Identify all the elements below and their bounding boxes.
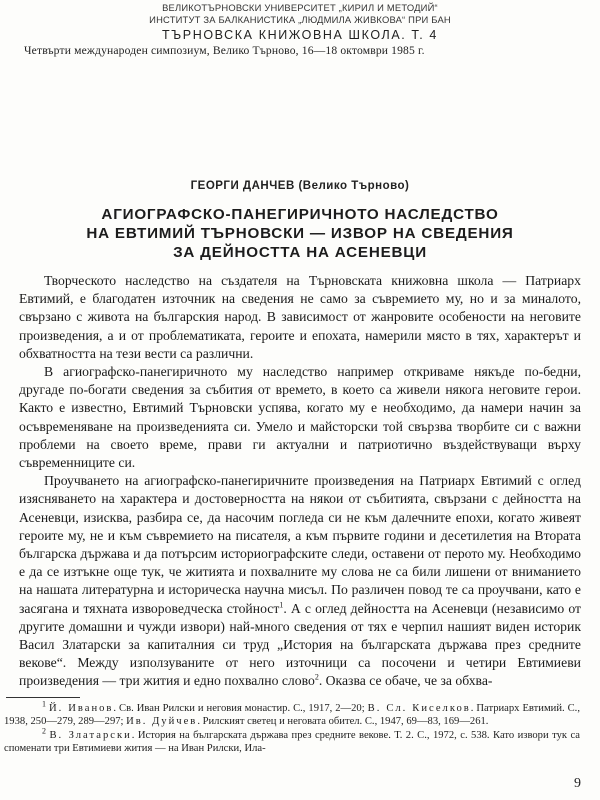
paragraph	[19, 472, 581, 690]
title-line: НА ЕВТИМИЙ ТЪРНОВСКИ — ИЗВОР НА СВЕДЕНИЯ	[86, 225, 514, 242]
header-institute: ИНСТИТУТ ЗА БАЛКАНИСТИКА „ЛЮДМИЛА ЖИВКОВА“ ПРИ БАН	[149, 14, 451, 25]
paragraph-text: . Оказва се обаче, че за обхва-	[318, 673, 493, 689]
paragraph-text: . А с оглед дейността на Асеневци (независимо от другите домашни и чужди извори) най-много сведения от тях е черпил нашият виден историк Васил Златарски за капиталния си труд „История на българската държава през средните векове“. Между използуваните от него източници са посочени и четири Евтимиеви произведения — три жития и едно похвално слово	[19, 600, 581, 689]
cited-author: Ив. Дуйчев	[126, 716, 198, 728]
footnotes	[4, 699, 580, 755]
footnote	[4, 726, 580, 756]
header-series-title: ТЪРНОВСКА КНИЖОВНА ШКОЛА. Т. 4	[162, 28, 438, 42]
title-line: АГИОГРАФСКО-ПАНЕГИРИЧНОТО НАСЛЕДСТВО	[101, 206, 499, 223]
footnote-text: . Св. Иван Рилски и неговия монастир. С., 1917, 2—20;	[113, 703, 368, 714]
footnote-number: 2	[42, 726, 46, 736]
paragraph: В агиографско-панегиричното му наследство например откриваме някъде по-бедни, другаде по-богати сведения за събития от времето, в което са живели някога неговите герои. Както е известно, Евтимий Търновски успява, когато му е необходимо, да намери начин за осъвременяване на произведенията си. Умело и майсторски той свързва творбите си с важни проблеми на своето време, прави ги актуални и патриотично въздействуващи върху съвременниците си.	[19, 364, 581, 471]
page-number: 9	[574, 776, 581, 791]
footnote-divider	[6, 697, 80, 698]
title-line: ЗА ДЕЙНОСТТА НА АСЕНЕВЦИ	[173, 244, 427, 261]
article-author: ГЕОРГИ ДАНЧЕВ (Велико Търново)	[190, 180, 410, 192]
article-title	[0, 205, 600, 262]
cited-author: В. Сл. Киселков	[367, 703, 471, 714]
footnote-ref[interactable]: 2	[314, 672, 319, 682]
paragraph-text: Проучването на агиографско-панегиричните произведения на Патриарх Евтимий с оглед изясняването на характера и достоверността на някои от събитията, свързани с дейността на Асеневци, изисква, разбира се, да насочим погледа си не към далечните епохи, когато живеят героите му, не и към съвремието на писателя, а към първите години и десетилетия на Втората българска държава и да потърсим историографските следи, оставени от перото му. Необходимо е да се изтъкне още тук, че житията и похвалните му слова не са били лишени от вниманието на нашата литературна и историческа научна мисъл. По различен повод те са проучвани, като е засягана и тяхната изворoведческа стойност	[19, 473, 581, 616]
footnote-text: . Рилският светец и неговата обител. С., 1947, 69—83, 169—261.	[197, 716, 489, 728]
header-university: ВЕЛИКОТЪРНОВСКИ УНИВЕРСИТЕТ „КИРИЛ И МЕТОДИЙ“	[162, 2, 438, 13]
footnote	[4, 699, 580, 729]
cited-author: В. Златарски	[49, 729, 132, 741]
footnote-number: 1	[42, 699, 46, 709]
footnote-text: . Патриарх Евтимий. С., 1938, 250—279, 289—297;	[4, 703, 580, 728]
footnote-text: . История на българската държава през средните векове. Т. 2. С., 1972, с. 538. Като извори тук са споменати три Евтимиеви жития — на Иван Рилски, Ила-	[4, 729, 580, 754]
header-symposium: Четвърти международен симпозиум, Велико Търново, 16—18 октомври 1985 г.	[24, 44, 425, 57]
running-header	[0, 2, 600, 58]
paragraph: Творческото наследство на създателя на Търновската книжовна школа — Патриарх Евтимий, е благодатен източник на сведения не само за съвремието му, но и за миналото, свързано с живота на българския народ. В зависимост от жанровите особености на неговите произведения, а и от проблематиката, героите и епохата, намерили място в тях, характерът и обхватността на тези вести са различни.	[19, 273, 581, 361]
cited-author: Й. Иванов	[48, 703, 114, 714]
article-body	[19, 272, 581, 691]
footnote-ref[interactable]: 1	[279, 600, 284, 610]
